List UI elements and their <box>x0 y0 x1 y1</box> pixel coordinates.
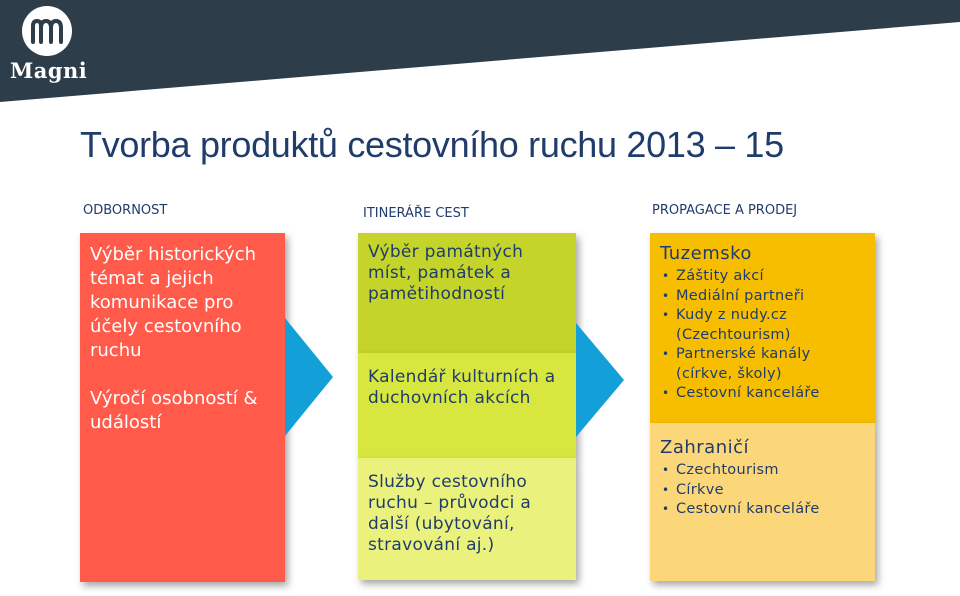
list-item: • Cestovní kanceláře <box>660 384 869 404</box>
itinerary-box-services <box>358 458 576 580</box>
list-item: • Partnerské kanály (církve, školy) <box>660 345 869 384</box>
domestic-heading: Tuzemsko <box>660 243 752 264</box>
column-label-itineraries: ITINERÁŘE CEST <box>363 206 469 221</box>
column-label-promotion: PROPAGACE A PRODEJ <box>652 203 798 218</box>
domestic-list <box>650 267 875 404</box>
chevron-right-icon <box>285 318 337 436</box>
list-item: • Mediální partneři <box>660 287 869 307</box>
logo-text: Magni <box>10 58 88 83</box>
chevron-right-icon <box>576 323 628 437</box>
header-band <box>0 0 960 105</box>
itinerary-text: Kalendář kulturních a duchovních akcích <box>368 367 556 408</box>
list-item: • Záštity akcí <box>660 267 869 287</box>
list-item: • Kudy z nudy.cz (Czechtourism) <box>660 306 869 345</box>
list-item: • Cestovní kanceláře <box>660 500 869 520</box>
page-title: Tvorba produktů cestovního ruchu 2013 – 15 <box>80 124 784 165</box>
expertise-sub-text: Výročí osobností & událostí <box>90 388 258 433</box>
itinerary-text: Výběr památných míst, památek a pamětihodností <box>368 242 524 304</box>
list-item: • Církve <box>660 481 869 501</box>
itinerary-box-calendar <box>358 353 576 458</box>
column-label-expertise: ODBORNOST <box>83 203 168 218</box>
abroad-heading: Zahraničí <box>660 437 750 458</box>
itinerary-text: Služby cestovního ruchu – průvodci a další (ubytování, stravování aj.) <box>368 472 532 555</box>
expertise-box <box>80 233 285 582</box>
itinerary-box-places <box>358 233 576 353</box>
domestic-promotion-box <box>650 233 875 423</box>
expertise-main-text: Výběr historických témat a jejich komunikace pro účely cestovního ruchu <box>90 244 256 361</box>
list-item: • Czechtourism <box>660 461 869 481</box>
magni-logo <box>10 6 88 83</box>
magni-logo-icon <box>22 6 72 56</box>
abroad-promotion-box <box>650 423 875 581</box>
abroad-list <box>650 461 875 520</box>
